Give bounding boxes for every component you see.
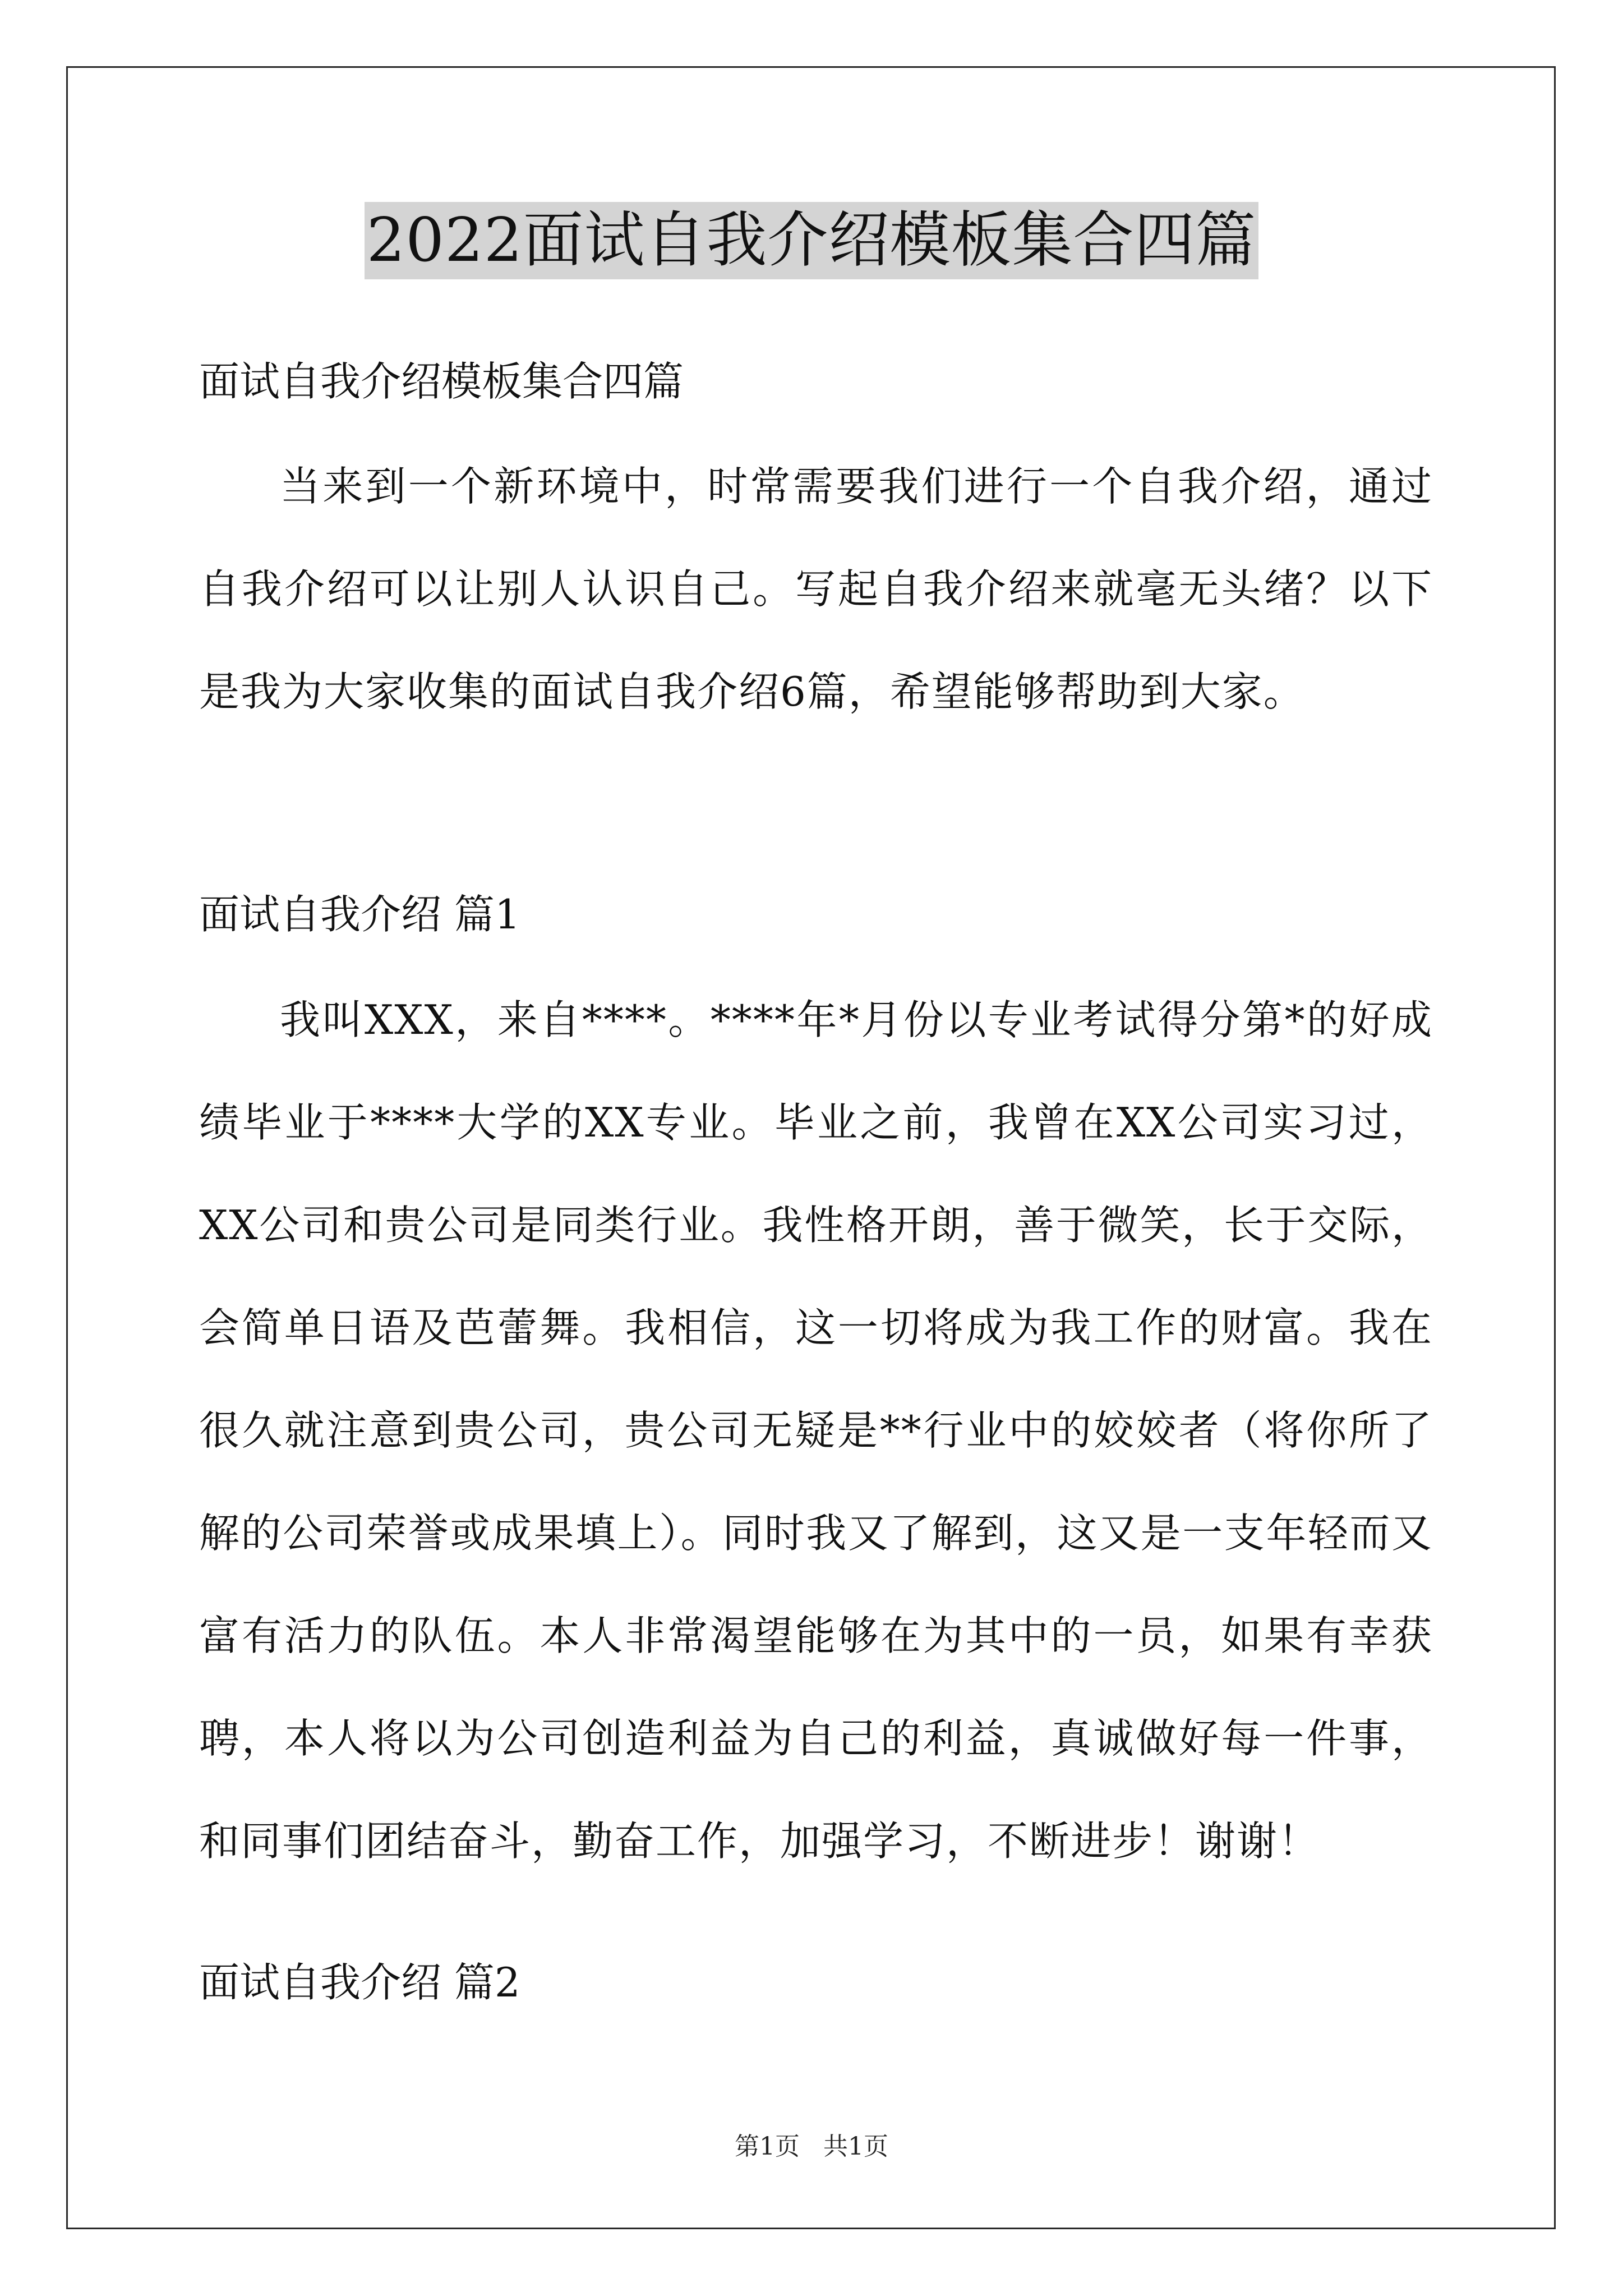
document-title <box>0 202 1623 279</box>
document-subtitle: 面试自我介绍模板集合四篇 <box>199 358 684 405</box>
page-footer <box>0 2130 1623 2164</box>
section-heading-2: 面试自我介绍 篇2 <box>199 1959 520 2006</box>
section-body-1: 我叫XXX，来自****。****年*月份以专业考试得分第*的好成绩毕业于****大学的XX专业。毕业之前，我曾在XX公司实习过，XX公司和贵公司是同类行业。我性格开朗，善于微笑，长于交际，会简单日语及芭蕾舞。我相信，这一切将成为我工作的财富。我在很久就注意到贵公司，贵公司无疑是**行业中的姣姣者（将你所了解的公司荣誉或成果填上）。同时我又了解到，这又是一支年轻而又富有活力的队伍。本人非常渴望能够在为其中的一员，如果有幸获聘，本人将以为公司创造利益为自己的利益，真诚做好每一件事，和同事们团结奋斗，勤奋工作，加强学习，不断进步！谢谢！ <box>199 996 1433 1865</box>
intro-paragraph: 当来到一个新环境中，时常需要我们进行一个自我介绍，通过自我介绍可以让别人认识自己。写起自我介绍来就毫无头绪？以下是我为大家收集的面试自我介绍6篇，希望能够帮助到大家。 <box>199 463 1433 715</box>
page-number: 第1页 <box>735 2132 800 2161</box>
document-title-text: 2022面试自我介绍模板集合四篇 <box>365 202 1259 279</box>
section-heading-1: 面试自我介绍 篇1 <box>199 891 520 938</box>
page-total: 共1页 <box>823 2132 888 2161</box>
